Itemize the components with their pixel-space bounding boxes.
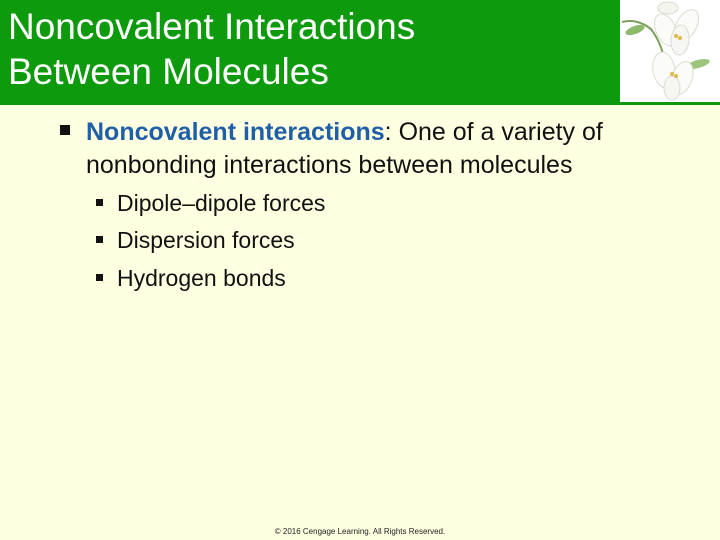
title-divider [0,102,720,105]
sub-bullet-label: Hydrogen bonds [117,265,286,291]
main-bullet [56,116,696,182]
square-bullet-icon [60,125,70,135]
flower-image [620,0,720,102]
square-bullet-icon [96,199,103,206]
white-lily-flower-icon [620,0,720,102]
copyright-footer: © 2016 Cengage Learning. All Rights Reserved. [274,527,446,536]
sub-bullet-label: Dispersion forces [117,227,295,253]
term-definition: : One of a variety of nonbonding interactions between molecules [86,118,603,179]
sub-bullet-label: Dipole–dipole forces [117,190,326,216]
slide-title-line-2: Between Molecules [8,51,329,92]
slide-title-line-1: Noncovalent Interactions [8,6,416,47]
term-noncovalent-interactions: Noncovalent interactions [86,118,385,146]
sub-bullet-dispersion [96,225,656,255]
square-bullet-icon [96,236,103,243]
square-bullet-icon [96,274,103,281]
title-bar [0,0,620,102]
sub-bullet-hydrogen [96,263,656,293]
slide-title [8,4,415,94]
sub-bullet-dipole [96,188,656,218]
main-bullet-text [86,116,696,182]
